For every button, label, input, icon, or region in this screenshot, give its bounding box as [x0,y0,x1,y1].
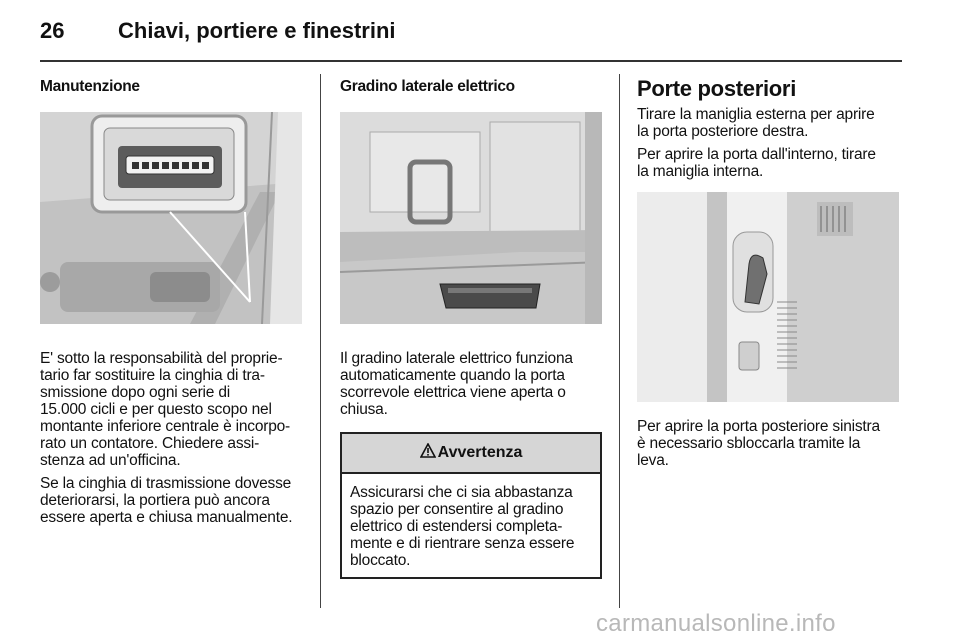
warning-triangle-icon [420,443,436,463]
warning-box [340,432,602,579]
text-line: rato un contatore. Chiedere assi- [40,435,260,452]
text-line: smissione dopo ogni serie di [40,384,230,401]
warning-body [342,474,600,577]
page-header [40,14,902,54]
text-line: E' sotto la responsabilità del proprie- [40,350,283,367]
section-heading-maintenance: Manutenzione [40,78,140,95]
text-line: Per aprire la porta dall'interno, tirare [637,146,876,163]
text-line: Per aprire la porta posteriore sinistra [637,418,880,435]
column-divider-1 [320,74,321,608]
maintenance-paragraph-2 [40,475,302,526]
text-line: stenza ad un'officina. [40,452,181,469]
text-line: è necessario sbloccarla tramite la [637,435,861,452]
text-line: montante inferiore centrale è incorpo- [40,418,291,435]
electric-step-paragraph [340,350,602,418]
belt-connector-image [40,112,302,324]
text-line: Assicurarsi che ci sia abbastanza [350,484,573,501]
text-line: deteriorarsi, la portiera può ancora [40,492,270,509]
text-line: Il gradino laterale elettrico funziona [340,350,573,367]
page-number: 26 [40,18,65,43]
text-line: essere aperta e chiusa manualmente. [40,509,293,526]
text-line: la porta posteriore destra. [637,123,809,140]
text-line: 15.000 cicli e per questo scopo nel [40,401,272,418]
column-electric-step [340,74,602,579]
rear-doors-paragraph-3 [637,418,902,469]
text-line: Tirare la maniglia esterna per aprire [637,106,875,123]
text-line: spazio per consentire al gradino [350,501,564,518]
text-line: scorrevole elettrica viene aperta o [340,384,566,401]
rear-doors-paragraph-2 [637,146,902,180]
warning-header [342,434,600,474]
text-line: tario far sostituire la cinghia di tra- [40,367,265,384]
section-heading-electric-step: Gradino laterale elettrico [340,78,515,95]
watermark: carmanualsonline.info [596,610,836,637]
text-line: la maniglia interna. [637,163,764,180]
rear-door-lever-image [637,192,899,402]
electric-step-image [340,112,602,324]
column-maintenance [40,74,302,532]
text-line: mente e di rientrare senza essere [350,535,575,552]
text-line: automaticamente quando la porta [340,367,565,384]
chapter-title: Chiavi, portiere e finestrini [118,18,396,43]
column-rear-doors [637,74,902,475]
text-line: elettrico di estendersi completa- [350,518,563,535]
section-heading-rear-doors: Porte posteriori [637,76,797,101]
header-rule [40,60,902,62]
text-line: chiusa. [340,401,388,418]
text-line: Se la cinghia di trasmissione dovesse [40,475,292,492]
text-line: leva. [637,452,669,469]
rear-doors-paragraph-1 [637,106,902,140]
text-line: bloccato. [350,552,411,569]
column-divider-2 [619,74,620,608]
maintenance-paragraph-1 [40,350,302,469]
warning-title: Avvertenza [437,444,523,461]
